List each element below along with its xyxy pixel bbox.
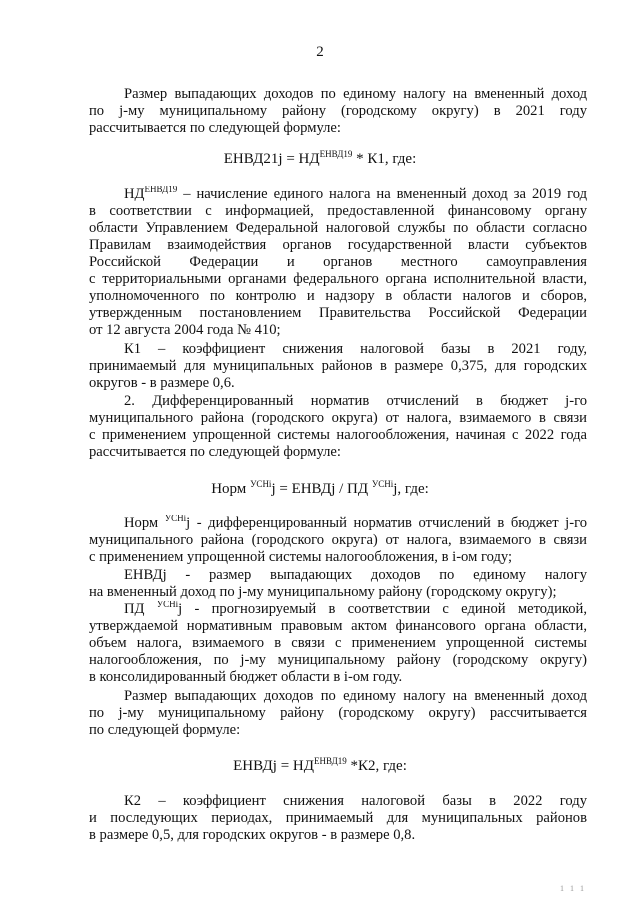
formula-envd21: ЕНВД21j = $НД^{ЕНВД19} * К1$, где:: [223, 149, 417, 167]
formula-envdj: ЕНВДj = $НД^{ЕНВД19}$ *К2, где:: [233, 756, 407, 774]
paragraph-line: рассчитывается по следующей формуле:: [89, 444, 341, 460]
definition-line: в соответствии с информацией, предоставленной финансовому органу: [89, 203, 587, 219]
definition-line: муниципального района (городского округа) от налога, взимаемого в связи: [89, 532, 587, 548]
definition-line: на вмененный доход по j-му муниципальному району (городскому округу);: [89, 584, 557, 600]
definition-line: Российской Федерации и органов местного самоуправления: [89, 254, 587, 270]
paragraph-line: по j-му муниципальному району (городскому округу) в 2021 году: [89, 103, 587, 119]
definition-line: ЕНВДj - размер выпадающих доходов по единому налогу: [124, 567, 587, 583]
definition-line: утвержденным постановлением Правительства Российской Федерации: [89, 305, 587, 321]
definition-line: с территориальными органами федерального органа исполнительной власти,: [89, 271, 587, 287]
paragraph-line: по следующей формуле:: [89, 722, 241, 738]
definition-line: Норм $^{УСНi}$j - дифференцированный норматив отчислений в бюджет j-го: [124, 515, 587, 531]
definition-line: области Управлением Федеральной налоговой службы по области согласно: [89, 220, 587, 236]
paragraph-line: 2. Дифференцированный норматив отчислений в бюджет j-го: [124, 393, 587, 409]
paragraph-line: с применением упрощенной системы налогообложения, начиная с 2022 года: [89, 427, 587, 443]
definition-line: и последующих периодах, принимаемый для муниципальных районов: [89, 810, 587, 826]
definition-line: К1 – коэффициент снижения налоговой базы в 2021 году,: [124, 341, 587, 357]
definition-line: в размере 0,5, для городских округов - в размере 0,8.: [89, 827, 416, 843]
definition-line: Правилам взаимодействия органов государственной власти субъектов: [89, 237, 587, 253]
page-number: 2: [316, 44, 324, 60]
definition-line: с применением упрощенной системы налогообложения, в i-ом году;: [89, 549, 513, 565]
paragraph-line: Размер выпадающих доходов по единому налогу на вмененный доход: [124, 86, 587, 102]
paragraph-line: муниципального района (городского округа) от налога, взимаемого в связи: [89, 410, 587, 426]
footer-mark: 1 1 1: [560, 884, 586, 893]
definition-line: ПД $^{УСНi}$j - прогнозируемый в соответствии с единой методикой,: [124, 601, 587, 617]
paragraph-line: рассчитывается по следующей формуле:: [89, 120, 341, 136]
definition-line: утверждаемой нормативным правовым актом финансового органа области,: [89, 618, 587, 634]
definition-line: округов - в размере 0,6.: [89, 375, 235, 391]
definition-line: К2 – коэффициент снижения налоговой базы в 2022 году: [124, 793, 587, 809]
paragraph-line: Размер выпадающих доходов по единому налогу на вмененный доход: [124, 688, 587, 704]
definition-line: $НД^{ЕНВД19}$ – начисление единого налога на вмененный доход за 2019 год: [124, 186, 587, 202]
definition-line: от 12 августа 2004 года № 410;: [89, 322, 281, 338]
formula-norm-usn: Норм $^{УСНi}$j = ЕНВДj / ПД $^{УСНi}$j, где:: [211, 479, 429, 497]
definition-line: принимаемый для муниципальных районов в размере 0,375, для городских: [89, 358, 587, 374]
paragraph-line: по j-му муниципальному району (городскому округу) рассчитывается: [89, 705, 587, 721]
definition-line: в консолидированный бюджет области в i-ом году.: [89, 669, 403, 685]
definition-line: объем налога, взимаемого в связи с применением упрощенной системы: [89, 635, 587, 651]
definition-line: налогообложения, по j-му муниципальному району (городскому округу): [89, 652, 587, 668]
definition-line: уполномоченного по контролю и надзору в области налогов и сборов,: [89, 288, 587, 304]
